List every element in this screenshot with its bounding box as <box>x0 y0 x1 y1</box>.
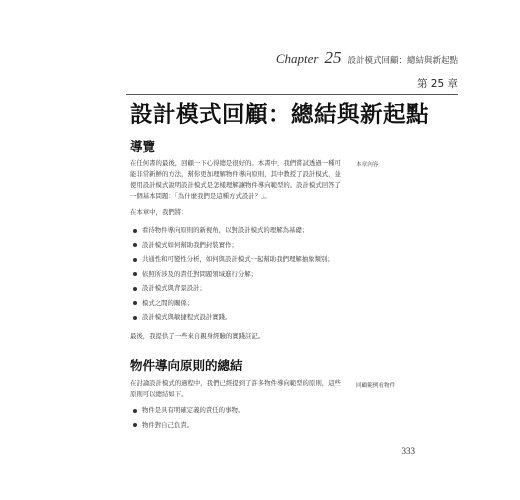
overview-intro: 在任何書的最後，回顧一下心得總是很好的。本書中，我們嘗試透過一種可能非常新鮮的方法，幫你更加理解物件導向原則，其中教授了設計模式，並使用設計模式說明設計模式是怎樣理解讓物件導向範型的。設計模式回答了一個基本問題：「為什麼我們是這種方式設計？」。 <box>130 159 341 200</box>
list-item <box>130 240 355 251</box>
chapter-word: Chapter <box>275 51 319 66</box>
bullet-dot <box>133 243 137 247</box>
list-item <box>130 420 355 431</box>
bullet-dot <box>133 287 137 291</box>
running-title: 設計模式回顧：總結與新起點 <box>347 56 458 66</box>
list-item <box>130 225 355 236</box>
overview-bullet-list <box>130 225 355 327</box>
list-item <box>130 312 355 323</box>
list-item-text: 設計模式與敏捷程式設計實踐。 <box>142 313 232 321</box>
overview-closing: 最後，我提供了一些來自親身經驗的實踐註記。 <box>130 332 265 340</box>
summary-intro: 在討論設計模式的過程中，我們已經提到了許多物件導向範型的原則，這些原則可以總結如下。 <box>130 379 341 398</box>
list-item <box>130 254 355 265</box>
bullet-dot <box>133 229 137 233</box>
bullet-dot <box>133 409 137 413</box>
list-item-text: 設計模式與背景設計； <box>142 284 206 292</box>
list-item-text: 設計模式如何幫助我們封裝實作； <box>142 240 238 249</box>
page-number: 333 <box>401 446 415 456</box>
bullet-dot <box>133 272 137 276</box>
list-item-text: 依照所涉及的責任對問題領域進行分解； <box>142 269 258 278</box>
margin-note-summary: 回顧範例看物件 <box>356 383 396 389</box>
chapter-label: 第 25 章 <box>416 78 458 90</box>
chapter-divider <box>126 94 458 95</box>
summary-bullet-list <box>130 405 355 434</box>
overview-heading: 導覽 <box>130 139 156 154</box>
list-item-text: 看待物件導向原則的新視角，以對設計模式的理解為基礎； <box>142 226 309 234</box>
bullet-dot <box>133 423 137 427</box>
margin-note-chapter-contents: 本章內容 <box>356 162 379 168</box>
list-item-text: 模式之間的關係； <box>142 298 194 307</box>
summary-heading: 物件導向原則的總結 <box>130 358 243 373</box>
bullet-dot <box>133 316 137 320</box>
bullet-dot <box>133 258 137 262</box>
list-item-text: 物件是具有明確定義的責任的事物。 <box>142 406 245 414</box>
list-item <box>130 298 355 309</box>
chapter-title: 設計模式回顧：總結與新起點 <box>130 102 430 128</box>
chapter-number: 25 <box>324 48 342 67</box>
list-item-text: 物件對自己負責。 <box>142 420 194 429</box>
list-item <box>130 405 355 416</box>
list-item-text: 共通性和可變性分析，如何與設計模式一起幫助我們理解抽象類別； <box>142 255 334 263</box>
bullet-dot <box>133 301 137 305</box>
list-item <box>130 269 355 280</box>
overview-lead-in: 在本章中，我們將： <box>130 208 188 216</box>
running-header <box>276 48 458 68</box>
list-item <box>130 283 355 294</box>
